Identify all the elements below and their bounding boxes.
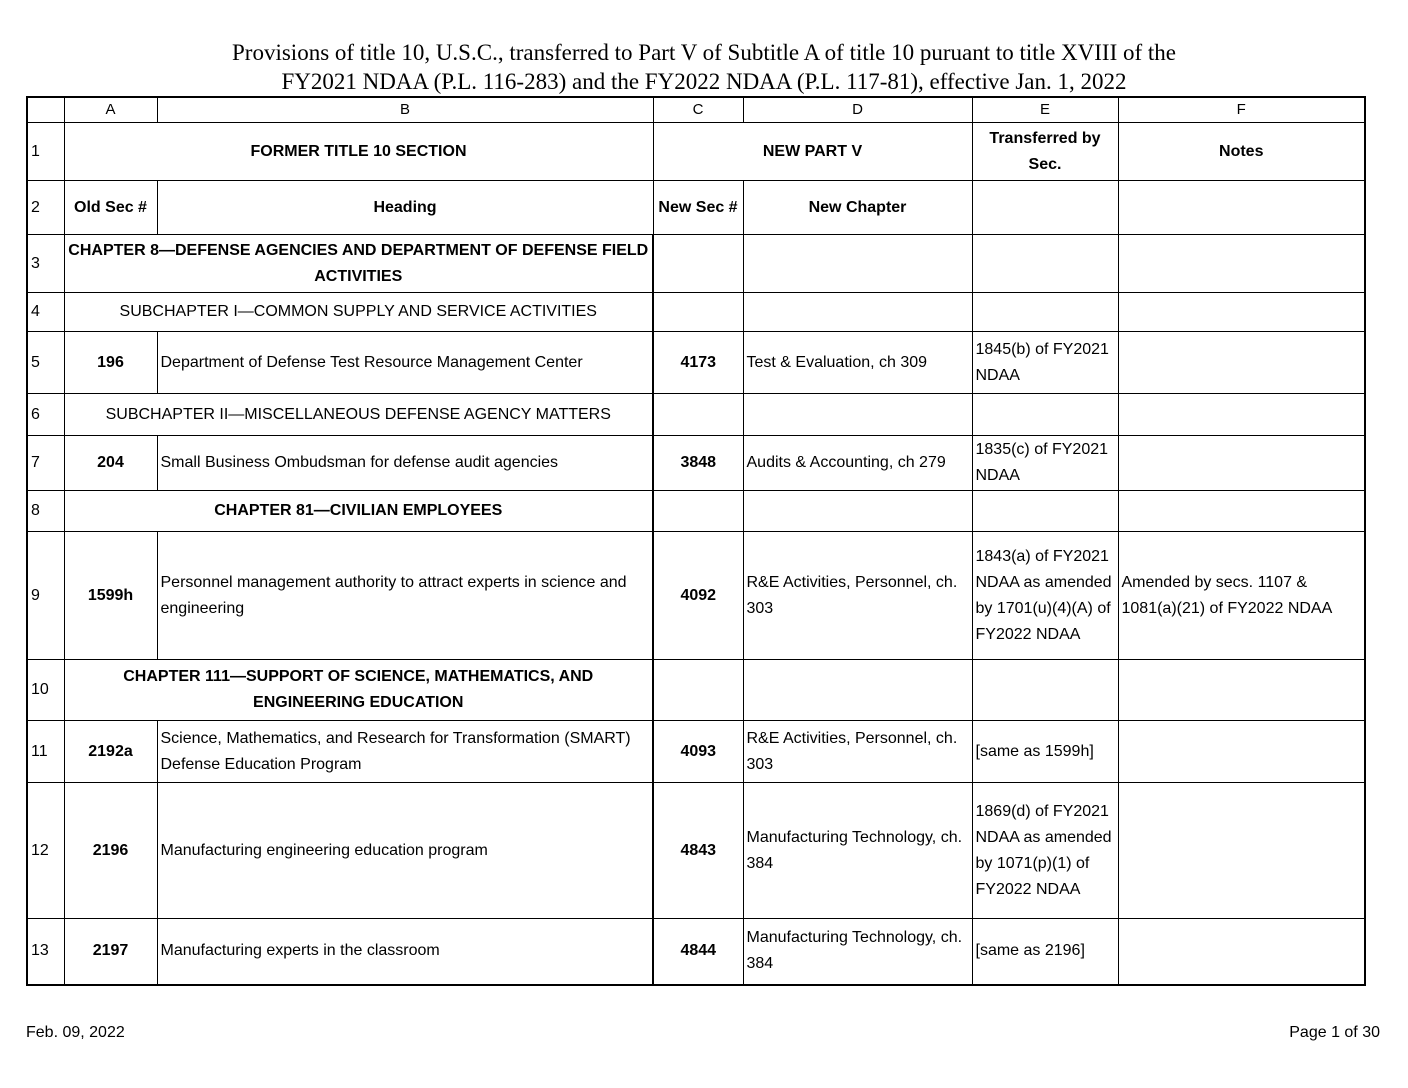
chapter-row	[27, 235, 1365, 293]
empty-cell	[653, 491, 743, 532]
heading-cell: Manufacturing engineering education program	[157, 783, 653, 919]
table-row	[27, 332, 1365, 394]
chapter-heading: CHAPTER 8—DEFENSE AGENCIES AND DEPARTMENT OF DEFENSE FIELD ACTIVITIES	[64, 235, 653, 293]
subchapter-row	[27, 394, 1365, 436]
new-sec-cell: 4173	[653, 332, 743, 394]
table-row	[27, 436, 1365, 491]
heading-cell: Manufacturing experts in the classroom	[157, 919, 653, 985]
empty-cell	[972, 235, 1118, 293]
empty-cell	[743, 293, 972, 332]
chapter-row	[27, 660, 1365, 721]
table-row	[27, 532, 1365, 660]
new-sec-cell: 4844	[653, 919, 743, 985]
subchapter-heading: SUBCHAPTER II—MISCELLANEOUS DEFENSE AGENCY MATTERS	[64, 394, 653, 436]
column-letter: C	[653, 97, 743, 123]
empty-cell	[1118, 235, 1365, 293]
old-sec-cell: 1599h	[64, 532, 157, 660]
notes-cell	[1118, 721, 1365, 783]
subchapter-row	[27, 293, 1365, 332]
row-number: 2	[27, 181, 64, 235]
old-sec-cell: 2196	[64, 783, 157, 919]
transferred-cell: [same as 2196]	[972, 919, 1118, 985]
table-row	[27, 783, 1365, 919]
new-chapter-cell: R&E Activities, Personnel, ch. 303	[743, 721, 972, 783]
column-letter: A	[64, 97, 157, 123]
empty-cell	[653, 660, 743, 721]
heading-cell: Department of Defense Test Resource Management Center	[157, 332, 653, 394]
transferred-cell: [same as 1599h]	[972, 721, 1118, 783]
heading-header: Heading	[157, 181, 653, 235]
footer-page-number: Page 1 of 30	[1289, 1024, 1380, 1041]
title-line-1: Provisions of title 10, U.S.C., transferred to Part V of Subtitle A of title 10 puruant to title XVIII of the	[232, 40, 1176, 65]
row-number: 1	[27, 123, 64, 181]
title-line-2: FY2021 NDAA (P.L. 116-283) and the FY2022 NDAA (P.L. 117-81), effective Jan. 1, 2022	[281, 69, 1127, 94]
old-sec-cell: 2192a	[64, 721, 157, 783]
new-part-header: NEW PART V	[653, 123, 972, 181]
chapter-row	[27, 491, 1365, 532]
old-sec-cell: 204	[64, 436, 157, 491]
new-sec-cell: 4093	[653, 721, 743, 783]
notes-header: Notes	[1118, 123, 1365, 181]
chapter-heading: CHAPTER 81—CIVILIAN EMPLOYEES	[64, 491, 653, 532]
empty-cell	[1118, 181, 1365, 235]
heading-cell: Personnel management authority to attract experts in science and engineering	[157, 532, 653, 660]
new-chapter-cell: Manufacturing Technology, ch. 384	[743, 919, 972, 985]
heading-cell: Science, Mathematics, and Research for Transformation (SMART) Defense Education Program	[157, 721, 653, 783]
new-chapter-cell: R&E Activities, Personnel, ch. 303	[743, 532, 972, 660]
row-number: 9	[27, 532, 64, 660]
empty-cell	[972, 394, 1118, 436]
transferred-cell: 1845(b) of FY2021 NDAA	[972, 332, 1118, 394]
empty-cell	[653, 293, 743, 332]
table-row	[27, 721, 1365, 783]
transferred-cell: 1869(d) of FY2021 NDAA as amended by 1071(p)(1) of FY2022 NDAA	[972, 783, 1118, 919]
new-sec-header: New Sec #	[653, 181, 743, 235]
column-letter-row	[27, 97, 1365, 123]
document-title	[0, 38, 1408, 96]
chapter-heading: CHAPTER 111—SUPPORT OF SCIENCE, MATHEMATICS, AND ENGINEERING EDUCATION	[64, 660, 653, 721]
column-letter: D	[743, 97, 972, 123]
column-letter: B	[157, 97, 653, 123]
transfer-table	[26, 96, 1366, 986]
notes-cell	[1118, 332, 1365, 394]
empty-cell	[972, 660, 1118, 721]
header-row-2	[27, 181, 1365, 235]
row-number: 11	[27, 721, 64, 783]
row-number: 7	[27, 436, 64, 491]
empty-cell	[972, 491, 1118, 532]
subchapter-heading: SUBCHAPTER I—COMMON SUPPLY AND SERVICE ACTIVITIES	[64, 293, 653, 332]
header-row-1	[27, 123, 1365, 181]
empty-cell	[1118, 394, 1365, 436]
new-sec-cell: 4843	[653, 783, 743, 919]
row-number: 6	[27, 394, 64, 436]
transferred-cell: 1835(c) of FY2021 NDAA	[972, 436, 1118, 491]
empty-cell	[1118, 293, 1365, 332]
new-sec-cell: 3848	[653, 436, 743, 491]
table-row	[27, 919, 1365, 985]
transferred-cell: 1843(a) of FY2021 NDAA as amended by 1701(u)(4)(A) of FY2022 NDAA	[972, 532, 1118, 660]
footer-date: Feb. 09, 2022	[26, 1024, 125, 1041]
corner-cell	[27, 97, 64, 123]
empty-cell	[743, 235, 972, 293]
notes-cell: Amended by secs. 1107 & 1081(a)(21) of FY2022 NDAA	[1118, 532, 1365, 660]
old-sec-cell: 196	[64, 332, 157, 394]
row-number: 8	[27, 491, 64, 532]
notes-cell	[1118, 919, 1365, 985]
old-sec-header: Old Sec #	[64, 181, 157, 235]
empty-cell	[743, 660, 972, 721]
empty-cell	[972, 293, 1118, 332]
transferred-header: Transferred by Sec.	[972, 123, 1118, 181]
new-chapter-cell: Manufacturing Technology, ch. 384	[743, 783, 972, 919]
row-number: 3	[27, 235, 64, 293]
row-number: 13	[27, 919, 64, 985]
notes-cell	[1118, 783, 1365, 919]
row-number: 10	[27, 660, 64, 721]
column-letter: E	[972, 97, 1118, 123]
column-letter: F	[1118, 97, 1365, 123]
new-chapter-header: New Chapter	[743, 181, 972, 235]
notes-cell	[1118, 436, 1365, 491]
new-chapter-cell: Audits & Accounting, ch 279	[743, 436, 972, 491]
empty-cell	[653, 235, 743, 293]
empty-cell	[972, 181, 1118, 235]
new-sec-cell: 4092	[653, 532, 743, 660]
empty-cell	[743, 491, 972, 532]
former-section-header: FORMER TITLE 10 SECTION	[64, 123, 653, 181]
empty-cell	[1118, 491, 1365, 532]
empty-cell	[653, 394, 743, 436]
new-chapter-cell: Test & Evaluation, ch 309	[743, 332, 972, 394]
empty-cell	[1118, 660, 1365, 721]
old-sec-cell: 2197	[64, 919, 157, 985]
heading-cell: Small Business Ombudsman for defense audit agencies	[157, 436, 653, 491]
empty-cell	[743, 394, 972, 436]
row-number: 5	[27, 332, 64, 394]
row-number: 12	[27, 783, 64, 919]
row-number: 4	[27, 293, 64, 332]
